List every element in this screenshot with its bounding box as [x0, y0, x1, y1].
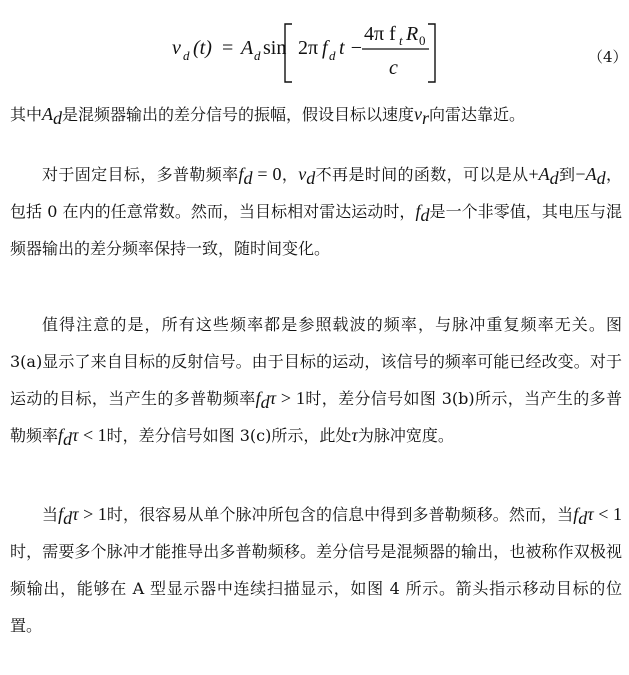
p2-sym-A2-sub: d — [596, 168, 606, 188]
p3-text-c: 时，差分信号如图 3(c)所示，此处 — [106, 426, 352, 445]
eq-denominator: c — [389, 57, 398, 79]
eq-num-sub1: t — [399, 33, 403, 48]
eq-equals: = — [222, 37, 234, 59]
p1-text-b: 是混频器输出的差分信号的振幅，假设目标以速度 — [62, 105, 415, 124]
p2-text-d: 到 — [558, 165, 576, 184]
p4-text-b: 时，很容易从单个脉冲所包含的信息中得到多普勒频移。然而，当 — [106, 505, 574, 524]
p1-text-c: 向雷达靠近。 — [429, 105, 526, 124]
p2-text-b: ， — [281, 165, 299, 184]
eq-right-bracket — [428, 24, 435, 82]
p2-eq-zero: = 0 — [252, 164, 282, 184]
p1-sym-v-sub: r — [422, 108, 430, 128]
equation-number: （4） — [588, 48, 628, 66]
p4-text-a: 当 — [42, 505, 59, 524]
p4-text-c: 时，需要多个脉冲才能推导出多普勒频移。差分信号是混频器的输出，也被称作双极视频输出，能够在 A 型显示器中连续扫描显示，如图 4 所示。箭头指示移动目标的位置。 — [10, 542, 622, 635]
p3-text-a: 值得注意的是，所有这些频率都是参照载波的频率，与脉冲重复频率无关。图 3(a)显示了来自目标的反射信号。由于目标的运动，该信号的频率可能已经改变。对于运动的目标，当产生的多普勒频率 — [10, 315, 622, 408]
p3-tau2: τ — [72, 425, 79, 445]
eq-lhs-sub: d — [183, 48, 190, 63]
paragraph-2 — [10, 156, 622, 267]
p2-plus: + — [528, 164, 539, 184]
p2-text-e: ，包括 0 在内的任意常数。然而，当目标相对雷达运动时， — [10, 165, 622, 221]
p2-sym-v: v — [298, 164, 307, 184]
paragraph-1 — [10, 96, 622, 133]
p3-sym-f1: f — [255, 388, 261, 408]
eq-f: f — [322, 37, 328, 59]
p2-sym-f2-sub: d — [420, 205, 430, 225]
equation-graphic — [0, 14, 629, 84]
p4-sym-f2: f — [573, 504, 579, 524]
p2-minus: − — [575, 164, 586, 184]
eq-amp: A — [241, 37, 254, 59]
p4-tau1: τ — [72, 504, 79, 524]
p2-sym-f-sub: d — [243, 168, 253, 188]
p3-text-d: 为脉冲宽度。 — [357, 426, 454, 445]
eq-sin: sin — [263, 37, 287, 59]
equation-4 — [0, 14, 629, 84]
p4-sym-f1: f — [58, 504, 64, 524]
p4-sym-f1-sub: d — [63, 508, 73, 528]
p1-text-a: 其中 — [10, 105, 43, 124]
eq-arg: (t) — [193, 37, 212, 59]
p2-sym-A1-sub: d — [549, 168, 559, 188]
p3-sym-f2: f — [58, 425, 64, 445]
p3-tau3: τ — [351, 425, 358, 445]
p4-lt-one: < 1 — [593, 504, 622, 524]
p1-sym-A-sub: d — [53, 108, 63, 128]
p2-sym-f2: f — [415, 201, 421, 221]
p4-gt-one: > 1 — [78, 504, 107, 524]
p1-sym-v: v — [414, 104, 423, 124]
p4-tau2: τ — [587, 504, 594, 524]
p3-lt-one: < 1 — [78, 425, 107, 445]
eq-two-pi: 2π — [298, 37, 319, 59]
eq-num-R: R — [406, 23, 419, 45]
p3-sym-f2-sub: d — [63, 429, 73, 449]
p2-text-a: 对于固定目标，多普勒频率 — [42, 165, 239, 184]
paragraph-4 — [10, 496, 622, 644]
eq-num-sub2: 0 — [419, 33, 426, 48]
eq-f-sub: d — [329, 48, 336, 63]
eq-amp-sub: d — [254, 48, 261, 63]
p2-sym-v-sub: d — [306, 168, 316, 188]
p1-sym-A: A — [42, 104, 54, 124]
p2-sym-A2: A — [585, 164, 597, 184]
paragraph-3 — [10, 306, 622, 454]
p2-text-c: 不再是时间的函数，可以是从 — [315, 165, 529, 184]
p3-sym-f1-sub: d — [260, 392, 270, 412]
p2-text-f: 是一个非零值，其电压与混频器输出的差分频率保持一致，随时间变化。 — [10, 202, 622, 258]
p3-gt-one: > 1 — [276, 388, 305, 408]
p2-sym-A1: A — [538, 164, 550, 184]
p4-sym-f2-sub: d — [578, 508, 588, 528]
p3-tau1: τ — [269, 388, 277, 408]
eq-t-minus: t − — [339, 37, 364, 59]
p2-sym-f: f — [238, 164, 244, 184]
p3-text-b: 时，差分信号如图 3(b)所示，当产生的多普勒频率 — [10, 389, 622, 445]
eq-lhs: v — [172, 37, 181, 59]
eq-numerator: 4π f — [364, 23, 396, 45]
